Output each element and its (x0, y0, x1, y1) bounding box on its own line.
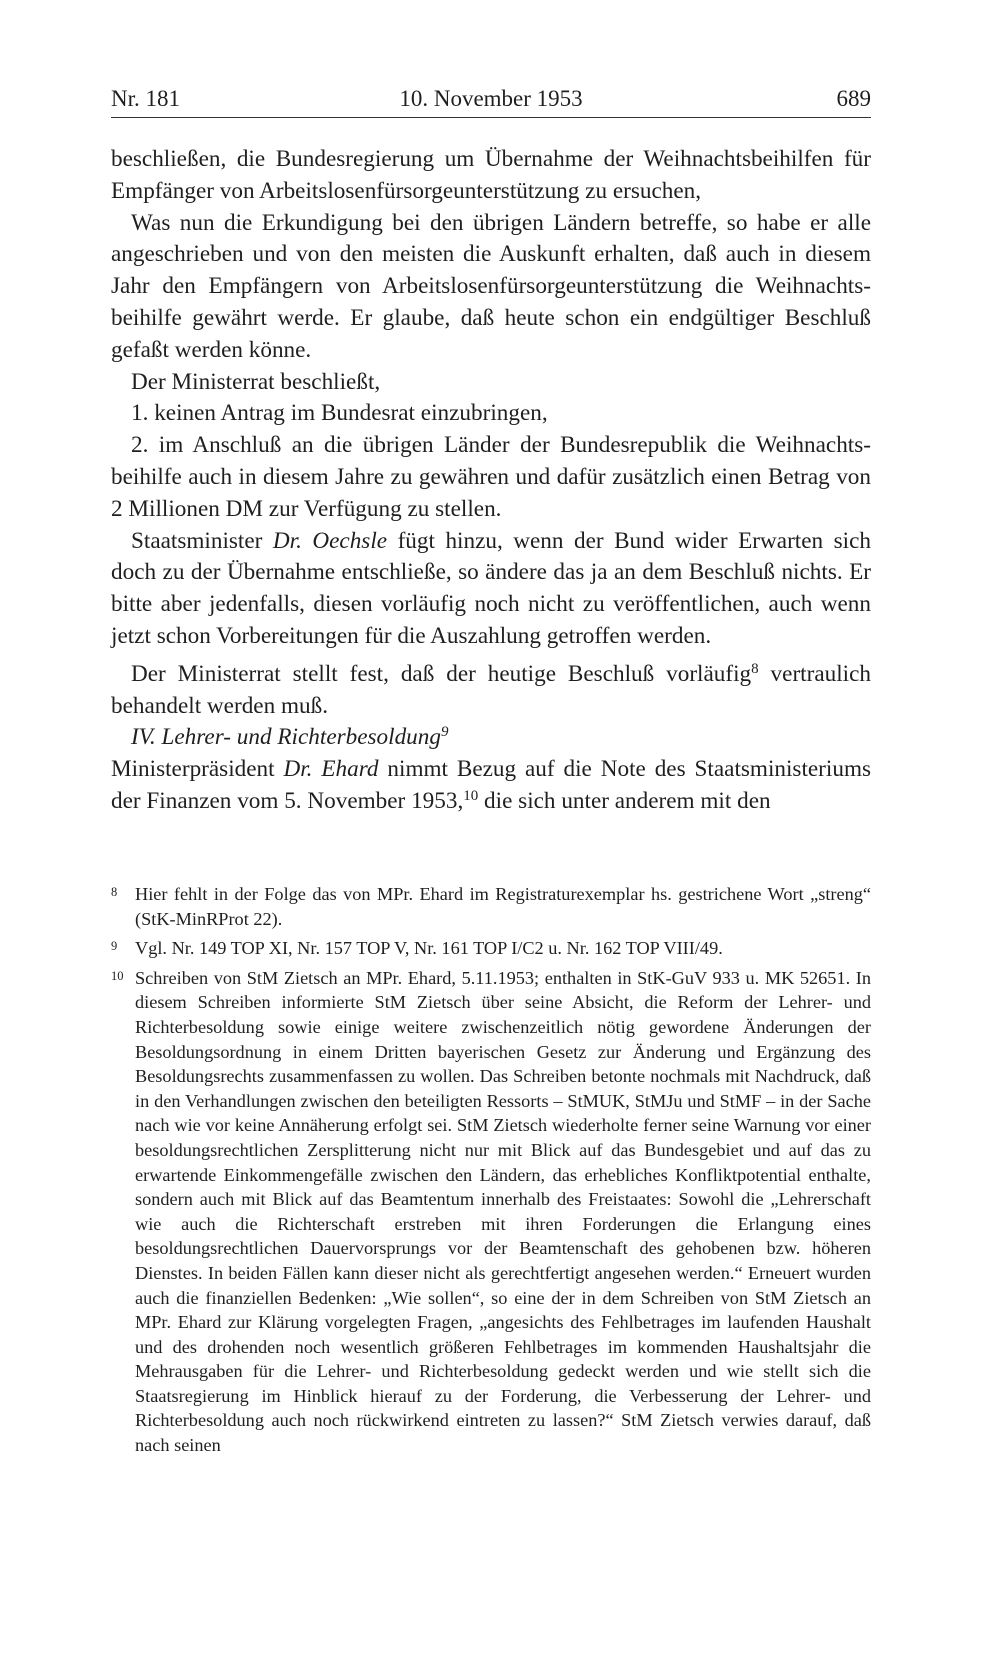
paragraph: Der Ministerrat beschließt, (131, 368, 381, 395)
section-heading: IV. Lehrer- und Richterbesoldung$^9$ (131, 724, 449, 751)
document-date: 10. November 1953 (399, 86, 583, 111)
paragraph: Der Ministerrat stellt fest, daß der heutige Beschluß vorläufig$^8$ vertraulich behandelt werden muß. (111, 660, 871, 719)
footnote (111, 936, 871, 961)
body-text (111, 144, 871, 818)
footnote-number: 9 (111, 939, 118, 954)
person-name: Dr. Oechsle (272, 527, 388, 554)
paragraph: Staatsminister Dr. Oechsle fügt hinzu, wenn der Bund wider Erwarten sich doch zu der Übernahme entschließe, so ändere das ja an dem Beschluß nichts. Er bitte aber jedenfalls, diesen vorläufig noch nicht zu veröffentlichen, auch wenn jetzt schon Vorbereitungen für die Auszahlung getroffen werden. (111, 527, 871, 649)
footnote-ref: 9 (440, 724, 449, 741)
running-header (111, 84, 871, 118)
footnote-ref: 10 (463, 787, 479, 804)
footnote-number: 8 (111, 885, 118, 899)
paragraph: Ministerpräsident Dr. Ehard nimmt Bezug auf die Note des Staatsministeriums der Finanzen vom 5. November 1953,10 die sich unter anderem mit den (111, 756, 871, 814)
footnote (111, 882, 871, 931)
footnote-number: 10 (111, 968, 124, 983)
footnote-text: Hier fehlt in der Folge das von MPr. Ehard im Registraturexemplar hs. gestrichene Wort „streng“ (StK-MinRProt 22). (135, 884, 871, 929)
paragraph: Was nun die Erkundigung bei den übrigen Ländern betreffe, so habe er alle angeschrieben und von den meisten die Auskunft erhalten, daß auch in diesem Jahr den Empfängern von Arbeitslosenfürsorgeunterstützung die Weihnachtsbeihilfe gewährt werde. Er glaube, daß heute schon ein endgültiger Beschluß gefaßt werden könne. (111, 209, 871, 363)
footnotes (111, 882, 871, 1463)
paragraph: beschließen, die Bundesregierung um Übernahme der Weihnachtsbeihilfen für Empfänger von Arbeitslosenfürsorgeunterstützung zu ersuchen, (111, 146, 871, 204)
resolution-item: 2. im Anschluß an die übrigen Länder der Bundesrepublik die Weihnachtsbeihilfe auch in diesem Jahre zu gewähren und dafür zusätzlich einen Betrag von 2 Millionen DM zur Verfügung zu stellen. (111, 432, 871, 522)
document-number: Nr. 181 (111, 86, 180, 111)
header-rule (111, 117, 871, 118)
footnote (111, 966, 871, 1458)
person-name: Dr. Ehard (283, 756, 379, 783)
footnote-text: Schreiben von StM Zietsch an MPr. Ehard, 5.11.1953; enthalten in StK-GuV 933 u. MK 52651. In diesem Schreiben informierte StM Zietsch über seine Absicht, die Reform der Lehrer- und Richterbesoldung sowie einige weitere zwischenzeitlich nötig gewordene Änderungen der Besoldungsordnung in einem Dritten bayerischen Gesetz zur Änderung und Ergänzung des Besoldungsrechts zusammenfassen zu wollen. Das Schreiben betonte nochmals mit Nachdruck, daß in den Verhandlungen zwischen den beteiligten Ressorts – StMUK, StMJu und StMF – in der Sache nach wie vor keine Annäherung erfolgt sei. StM Zietsch wiederholte ferner seine Warnung vor einer besoldungsrechtlichen Zersplitterung nicht nur mit Blick auf das Bundesgebiet und auf das zu erwartende Einkommengefälle zwischen den Ländern, das erhebliches Konfliktpotential enthalte, sondern auch mit Blick auf das Beamtentum innerhalb des Freistaates: Sowohl die „Lehrerschaft wie auch die Richterschaft erstreben mit ihren Forderungen die Erlangung eines besoldungsrechtlichen Dauervorsprungs vor der Beamtenschaft des gehobenen bzw. höheren Dienstes. In beiden Fällen kann dieser nicht als gerechtfertigt angesehen werden.“ Erneuert wurden auch die finanziellen Bedenken: „Wie sollen“, so eine der in dem Schreiben von StM Zietsch an MPr. Ehard zur Klärung vorgelegten Fragen, „angesichts des Fehlbetrages im laufenden Haushalt und des drohenden noch wesentlich größeren Fehlbetrages im kommenden Haushaltsjahr die Mehrausgaben für die Lehrer- und Richterbesoldung gedeckt werden und wie stellt sich die Staatsregierung im Hinblick hierauf zu der Forderung, die Verbesserung der Lehrer- und Richterbesoldung auch noch rückwirkend eintreten zu lassen?“ StM Zietsch verwies darauf, daß nach seinen (135, 967, 871, 1456)
footnote-ref: 8 (751, 660, 759, 677)
footnote-text: Vgl. Nr. 149 TOP XI, Nr. 157 TOP V, Nr. 161 TOP I/C2 u. Nr. 162 TOP VIII/49. (135, 938, 723, 959)
resolution-item: 1. keinen Antrag im Bundesrat einzubringen, (131, 400, 548, 427)
page-number: 689 (836, 86, 871, 111)
